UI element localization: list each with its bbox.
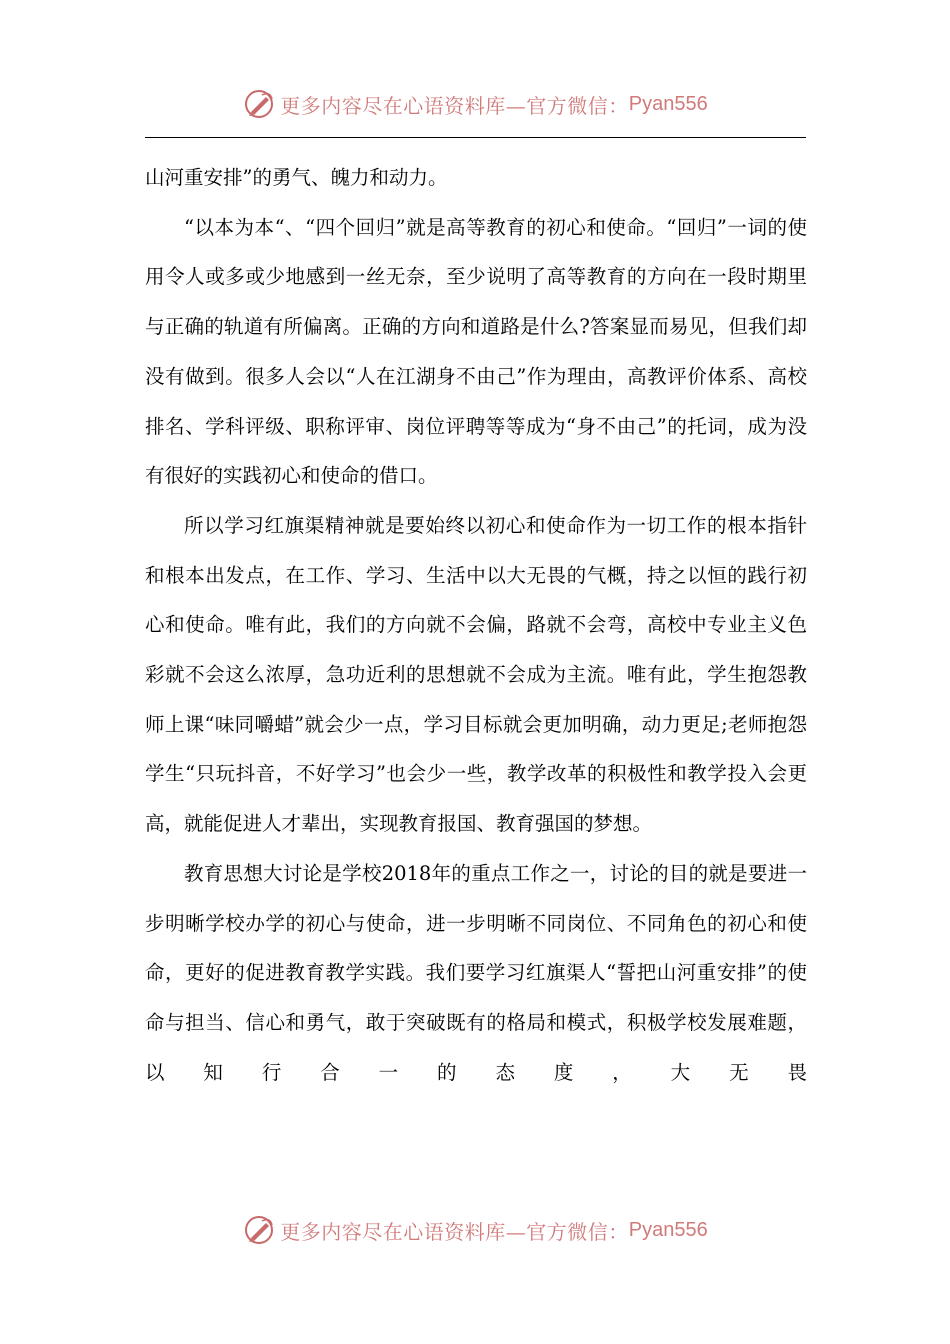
header-divider [145, 137, 806, 138]
watermark-text: 更多内容尽在心语资料库—官方微信： [280, 1219, 629, 1244]
watermark-text: 更多内容尽在心语资料库—官方微信： [280, 93, 629, 118]
paragraph-1: 山河重安排”的勇气、魄力和动力。 [145, 166, 448, 189]
wechat-id: Pyan556 [628, 1218, 708, 1241]
header-watermark-banner [0, 84, 950, 124]
paragraph-2: “以本为本“、“四个回归”就是高等教育的初心和使命。“回归”一词的使用令人或多或少地感到一丝无奈，至少说明了高等教育的方向在一段时期里与正确的轨道有所偏离。正确的方向和道路是什么?答案显而易见，但我们却没有做到。很多人会以“人在江湖身不由己”作为理由，高教评价体系、高校排名、学科评级、职称评审、岗位评聘等等成为“身不由己”的托词，成为没有很好的实践初心和使命的借口。 [145, 215, 807, 488]
pen-logo-icon [242, 1213, 276, 1247]
paragraph-4: 教育思想大讨论是学校2018年的重点工作之一，讨论的目的就是要进一步明晰学校办学的初心与使命，进一步明晰不同岗位、不同角色的初心和使命，更好的促进教育教学实践。我们要学习红旗渠人“誓把山河重安排”的使命与担当、信心和勇气，敢于突破既有的格局和模式，积极学校发展难题，以知行合一的态度，大无畏 [145, 861, 807, 1084]
pen-logo-icon [242, 87, 276, 121]
wechat-id: Pyan556 [628, 92, 708, 115]
document-body [145, 153, 807, 1097]
footer-watermark-banner [0, 1210, 950, 1250]
paragraph-3: 所以学习红旗渠精神就是要始终以初心和使命作为一切工作的根本指针和根本出发点，在工作、学习、生活中以大无畏的气概，持之以恒的践行初心和使命。唯有此，我们的方向就不会偏，路就不会弯，高校中专业主义色彩就不会这么浓厚，急功近利的思想就不会成为主流。唯有此，学生抱怨教师上课“味同嚼蜡”就会少一点，学习目标就会更加明确，动力更足;老师抱怨学生“只玩抖音，不好学习”也会少一些，教学改革的积极性和教学投入会更高，就能促进人才辈出，实现教育报国、教育强国的梦想。 [145, 513, 807, 836]
